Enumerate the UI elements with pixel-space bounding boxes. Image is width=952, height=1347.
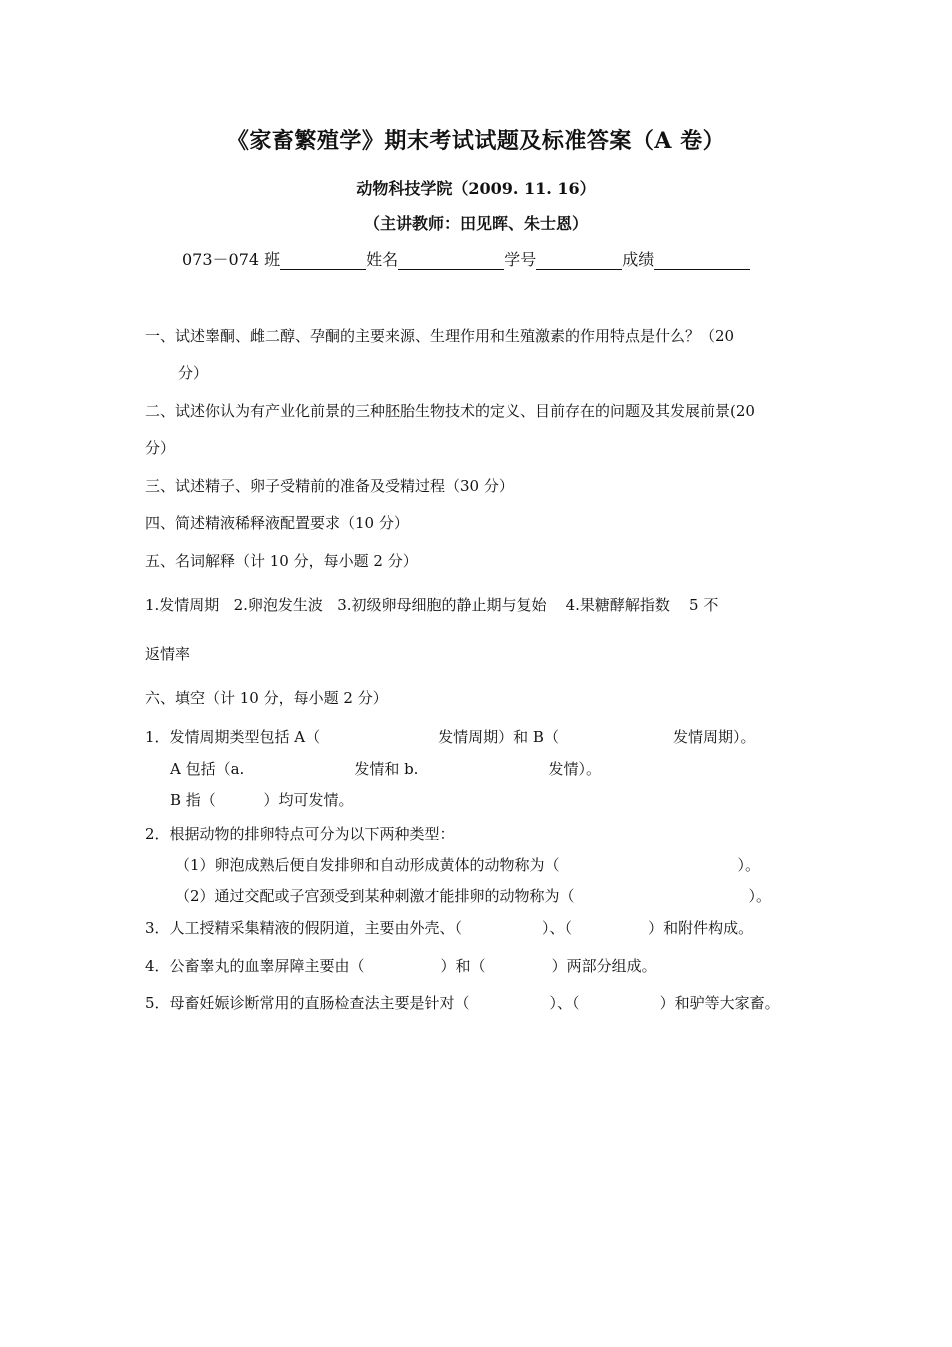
college-date: 动物科技学院（2009. 11. 16） [356,179,596,198]
score-label: 成绩 [622,250,655,269]
score-blank[interactable] [654,251,750,270]
question-2: 二、试述你认为有产业化前景的三种胚胎生物技术的定义、目前存在的问题及其发展前景(20 [145,402,755,420]
fill-3: 3．人工授精采集精液的假阴道，主要由外壳、（ ）、（ ）和附件构成。 [145,919,754,937]
question-2-cont: 分） [145,439,176,457]
question-5-terms-cont: 返情率 [145,645,191,663]
name-label: 姓名 [366,250,399,269]
fill-1-sub-b: B 指（ ）均可发情。 [170,791,354,809]
fill-5: 5．母畜妊娠诊断常用的直肠检查法主要是针对（ ）、（ ）和驴等大家畜。 [145,994,780,1012]
exam-title: 《家畜繁殖学》期末考试试题及标准答案（A 卷） [226,128,726,154]
student-info-row [182,247,750,270]
student-id-blank[interactable] [536,251,622,270]
fill-2: 2．根据动物的排卵特点可分为以下两种类型： [145,825,455,843]
teachers: （主讲教师：田见晖、朱士恩） [363,214,588,233]
student-id-label: 学号 [504,250,537,269]
question-4: 四、简述精液稀释液配置要求（10 分） [145,514,409,532]
question-5-terms: 1.发情周期 2.卵泡发生波 3.初级卵母细胞的静止期与复始 4.果糖酵解指数 5 不 [145,596,719,614]
fill-1-sub-a: A 包括（a. 发情和 b. 发情）。 [170,760,601,778]
fill-2-sub-1: （1）卵泡成熟后便自发排卵和自动形成黄体的动物称为（ ）。 [175,856,761,874]
question-1-cont: 分） [178,364,209,382]
question-6: 六、填空（计 10 分，每小题 2 分） [145,689,388,707]
class-blank[interactable] [280,251,366,270]
question-3: 三、试述精子、卵子受精前的准备及受精过程（30 分） [145,477,514,495]
class-label: 073－074 班 [182,250,281,269]
question-5: 五、名词解释（计 10 分，每小题 2 分） [145,552,418,570]
question-1: 一、试述睾酮、雌二醇、孕酮的主要来源、生理作用和生殖激素的作用特点是什么？（20 [145,327,735,345]
fill-4: 4．公畜睾丸的血睾屏障主要由（ ）和（ ）两部分组成。 [145,957,657,975]
name-blank[interactable] [398,251,504,270]
fill-1: 1．发情周期类型包括 A（ 发情周期）和 B（ 发情周期）。 [145,728,756,746]
fill-2-sub-2: （2）通过交配或子宫颈受到某种刺激才能排卵的动物称为（ ）。 [175,887,772,905]
